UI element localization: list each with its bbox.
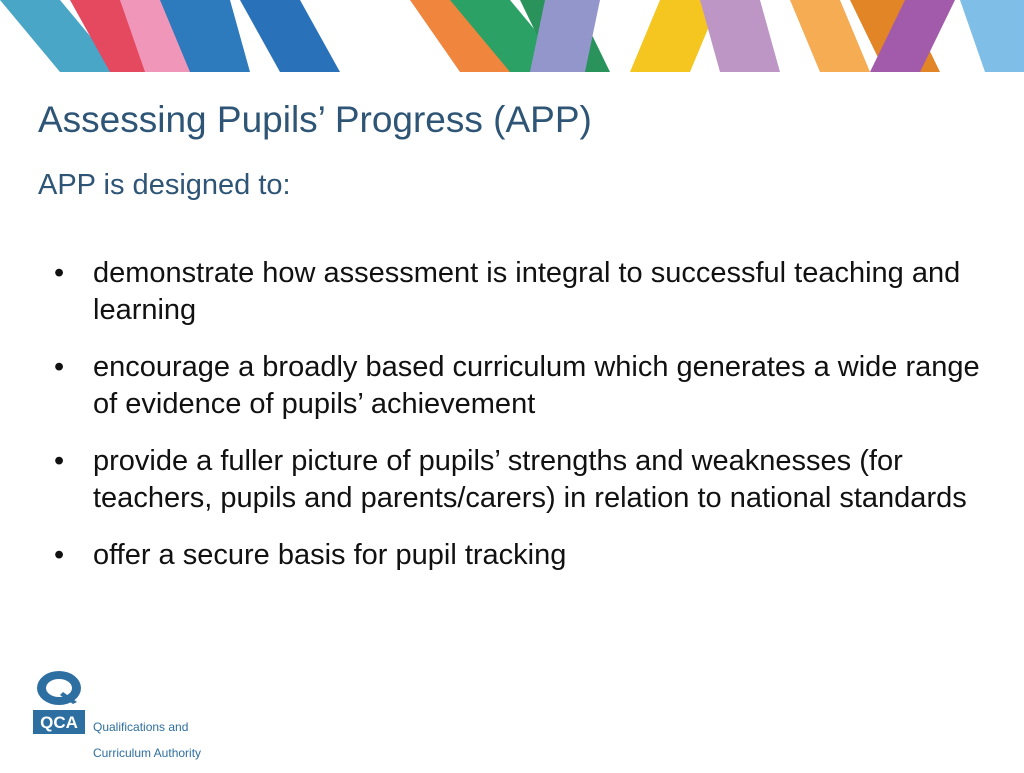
bullet-icon: • — [54, 539, 65, 571]
decorative-ribbon-banner — [0, 0, 1024, 72]
bullet-text: provide a fuller picture of pupils’ strengths and weaknesses (for teachers, pupils and parents/carers) in relation to national standards — [93, 445, 967, 514]
bullet-icon: • — [54, 257, 65, 289]
bullet-text: encourage a broadly based curriculum which generates a wide range of evidence of pupils’ achievement — [93, 351, 980, 420]
organisation-name — [93, 708, 201, 773]
bullet-icon: • — [54, 351, 65, 383]
ribbon-graphic — [0, 0, 1024, 72]
bullet-text: offer a secure basis for pupil tracking — [93, 539, 567, 571]
qca-logo — [33, 668, 233, 760]
list-item — [50, 443, 980, 517]
organisation-name-line1: Qualifications and — [93, 720, 189, 734]
slide-title: Assessing Pupils’ Progress (APP) — [38, 99, 592, 140]
organisation-name-line2: Curriculum Authority — [93, 746, 202, 760]
list-item — [50, 349, 980, 423]
qca-logo-mark — [33, 668, 85, 734]
list-item — [50, 537, 980, 574]
list-item — [50, 255, 980, 329]
bullet-text: demonstrate how assessment is integral to successful teaching and learning — [93, 257, 961, 326]
logo-mark-text: QCA — [40, 713, 78, 732]
slide-subtitle: APP is designed to: — [38, 169, 291, 201]
bullet-icon: • — [54, 445, 65, 477]
bullet-list — [50, 255, 980, 594]
